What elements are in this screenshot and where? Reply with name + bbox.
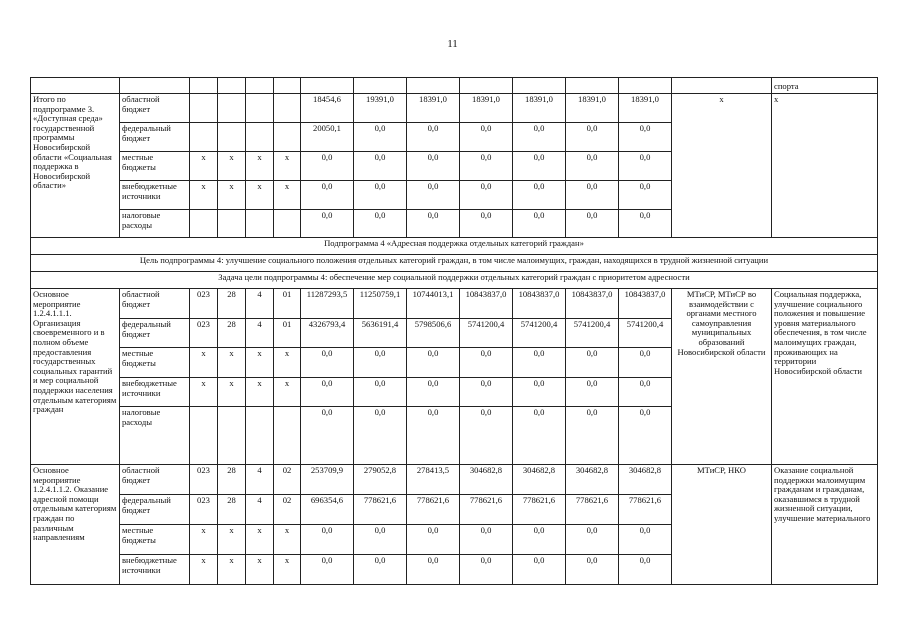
funding-source: федеральный бюджет [120,319,190,348]
funding-source: налоговые расходы [120,407,190,465]
amount-value: 0,0 [566,123,619,152]
budget-code [246,94,274,123]
budget-code: x [190,555,218,585]
budget-code: x [190,181,218,210]
budget-code: 02 [274,465,301,495]
subprogram3-total-row [31,94,878,123]
amount-value: 0,0 [619,407,672,465]
amount-value: 0,0 [619,555,672,585]
subprogram3-total-label: Итого по подпрограмме 3. «Доступная среда» государственной программы Новосибирской области «Социальная поддержка в Новосибирской области» [31,94,120,238]
budget-code: x [190,378,218,407]
budget-code [218,123,246,152]
amount-value: 778621,6 [460,495,513,525]
budget-code: x [190,525,218,555]
budget-code: 023 [190,289,218,319]
measure2-result: Оказание социальной поддержки малоимущим гражданам и гражданам, оказавшимся в трудной жизненной ситуации, улучшение материального [772,465,878,585]
amount-value: 20050,1 [301,123,354,152]
amount-value: 0,0 [354,407,407,465]
top-continuation-row [31,78,878,94]
budget-code: 28 [218,495,246,525]
budget-code: 023 [190,495,218,525]
amount-value: 304682,8 [513,465,566,495]
budget-code: x [274,181,301,210]
amount-value: 0,0 [354,348,407,378]
amount-value: 0,0 [513,555,566,585]
measure1-label: Основное мероприятие 1.2.4.1.1.1. Организация своевременного и в полном объеме предоставления государственных социальных гарантий и мер социальной поддержки населения отдельным категориям граждан [31,289,120,465]
amount-value: 10843837,0 [460,289,513,319]
amount-value: 0,0 [460,555,513,585]
amount-value: 778621,6 [513,495,566,525]
amount-value: 5798506,6 [407,319,460,348]
amount-value: 5741200,4 [619,319,672,348]
amount-value: 0,0 [407,210,460,238]
budget-code: 4 [246,495,274,525]
measure2-label: Основное мероприятие 1.2.4.1.1.2. Оказание адресной помощи отдельным категориям граждан по различным направлениям [31,465,120,585]
budget-code [218,407,246,465]
budget-code: 023 [190,465,218,495]
amount-value: 18391,0 [460,94,513,123]
budget-code: 4 [246,319,274,348]
amount-value: 0,0 [301,525,354,555]
amount-value: 253709,9 [301,465,354,495]
amount-value: 10843837,0 [619,289,672,319]
amount-value: 0,0 [566,348,619,378]
amount-value: 0,0 [460,348,513,378]
amount-value: 5741200,4 [566,319,619,348]
budget-code: 02 [274,495,301,525]
amount-value: 0,0 [407,525,460,555]
funding-source: федеральный бюджет [120,495,190,525]
amount-value: 0,0 [619,181,672,210]
budget-code: x [218,152,246,181]
measure1-result: Социальная поддержка, улучшение социального положения и повышение уровня материального обеспечения, в том числе малоимущих граждан, проживающих на территории Новосибирской области [772,289,878,465]
amount-value: 304682,8 [619,465,672,495]
amount-value: 0,0 [566,378,619,407]
budget-code [246,407,274,465]
subprogram4-task: Задача цели подпрограммы 4: обеспечение мер социальной поддержки отдельных категорий граждан с приоритетом адресности [31,272,878,289]
amount-value: 5741200,4 [460,319,513,348]
amount-value: 0,0 [566,407,619,465]
amount-value: 0,0 [566,555,619,585]
amount-value: 304682,8 [566,465,619,495]
budget-code: x [274,378,301,407]
budget-code: x [246,378,274,407]
amount-value: 304682,8 [460,465,513,495]
page-number: 11 [447,38,458,50]
budget-code [190,123,218,152]
amount-value: 18454,6 [301,94,354,123]
amount-value: 5741200,4 [513,319,566,348]
measure1-executor: МТиСР, МТиСР во взаимодействии с органами местного самоуправления муниципальных образований Новосибирской области [672,289,772,465]
amount-value: 0,0 [407,555,460,585]
amount-value: 18391,0 [513,94,566,123]
amount-value: 0,0 [513,407,566,465]
amount-value: 0,0 [566,525,619,555]
budget-code: x [218,555,246,585]
amount-value: 0,0 [513,525,566,555]
amount-value: 0,0 [566,210,619,238]
budget-code: x [274,152,301,181]
funding-source: внебюджетные источники [120,555,190,585]
amount-value: 778621,6 [354,495,407,525]
amount-value: 10843837,0 [513,289,566,319]
budget-code: x [274,555,301,585]
program-finance-table [30,77,878,585]
amount-value: 0,0 [566,152,619,181]
measure2-row [31,465,878,495]
subprogram4-task-row [31,272,878,289]
budget-code: 01 [274,319,301,348]
amount-value: 696354,6 [301,495,354,525]
amount-value: 0,0 [354,378,407,407]
funding-source: федеральный бюджет [120,123,190,152]
funding-source: налоговые расходы [120,210,190,238]
amount-value: 0,0 [354,123,407,152]
budget-code: x [274,525,301,555]
amount-value: 0,0 [407,378,460,407]
budget-code: x [218,525,246,555]
subprogram3-total-result: x [772,94,878,238]
budget-code: 4 [246,289,274,319]
amount-value: 11287293,5 [301,289,354,319]
budget-code [218,210,246,238]
amount-value: 0,0 [301,378,354,407]
budget-code: x [218,378,246,407]
budget-code [190,407,218,465]
amount-value: 778621,6 [566,495,619,525]
funding-source: внебюджетные источники [120,181,190,210]
amount-value: 0,0 [301,555,354,585]
budget-code: x [246,525,274,555]
funding-source: внебюджетные источники [120,378,190,407]
amount-value: 0,0 [513,210,566,238]
funding-source: местные бюджеты [120,525,190,555]
amount-value: 278413,5 [407,465,460,495]
amount-value: 18391,0 [619,94,672,123]
budget-code: 28 [218,465,246,495]
amount-value: 778621,6 [407,495,460,525]
amount-value: 0,0 [460,378,513,407]
amount-value: 0,0 [407,407,460,465]
amount-value: 0,0 [619,152,672,181]
subprogram4-title: Подпрограмма 4 «Адресная поддержка отдельных категорий граждан» [31,238,878,255]
budget-code: x [274,348,301,378]
amount-value: 0,0 [301,407,354,465]
amount-value: 0,0 [513,378,566,407]
amount-value: 0,0 [460,210,513,238]
subprogram3-total-executor: x [672,94,772,238]
subprogram4-goal-row [31,255,878,272]
amount-value: 0,0 [407,181,460,210]
amount-value: 0,0 [460,181,513,210]
amount-value: 0,0 [301,152,354,181]
budget-code [190,94,218,123]
budget-code: x [246,152,274,181]
budget-code: x [218,348,246,378]
amount-value: 0,0 [354,210,407,238]
result-cell: спорта [772,78,878,94]
budget-code: 28 [218,319,246,348]
amount-value: 18391,0 [566,94,619,123]
amount-value: 0,0 [354,555,407,585]
amount-value: 11250759,1 [354,289,407,319]
budget-code: x [246,181,274,210]
amount-value: 0,0 [513,152,566,181]
amount-value: 279052,8 [354,465,407,495]
amount-value: 10744013,1 [407,289,460,319]
amount-value: 0,0 [301,348,354,378]
amount-value: 0,0 [513,348,566,378]
budget-code: x [246,348,274,378]
amount-value: 0,0 [407,123,460,152]
budget-code: x [246,555,274,585]
budget-code: x [218,181,246,210]
amount-value: 0,0 [301,181,354,210]
budget-code: 023 [190,319,218,348]
budget-code [274,123,301,152]
subprogram4-goal: Цель подпрограммы 4: улучшение социального положения отдельных категорий граждан, в том числе малоимущих, граждан, находящихся в трудной жизненной ситуации [31,255,878,272]
budget-code [190,210,218,238]
subprogram4-title-row [31,238,878,255]
amount-value: 0,0 [460,407,513,465]
amount-value: 5636191,4 [354,319,407,348]
budget-code [246,210,274,238]
amount-value: 0,0 [513,123,566,152]
amount-value: 0,0 [619,378,672,407]
budget-code: x [190,152,218,181]
amount-value: 0,0 [566,181,619,210]
amount-value: 0,0 [407,152,460,181]
amount-value: 0,0 [407,348,460,378]
budget-code [274,94,301,123]
amount-value: 18391,0 [407,94,460,123]
amount-value: 0,0 [460,152,513,181]
funding-source: областной бюджет [120,289,190,319]
amount-value: 0,0 [301,210,354,238]
budget-code: 4 [246,465,274,495]
budget-code: 28 [218,289,246,319]
amount-value: 10843837,0 [566,289,619,319]
funding-source: местные бюджеты [120,152,190,181]
budget-code [274,210,301,238]
amount-value: 0,0 [513,181,566,210]
budget-code [218,94,246,123]
funding-source: областной бюджет [120,465,190,495]
budget-code: x [190,348,218,378]
amount-value: 19391,0 [354,94,407,123]
amount-value: 0,0 [619,123,672,152]
amount-value: 0,0 [354,181,407,210]
measure2-executor: МТиСР, НКО [672,465,772,585]
budget-code [246,123,274,152]
budget-code [274,407,301,465]
budget-code: 01 [274,289,301,319]
amount-value: 0,0 [460,123,513,152]
amount-value: 0,0 [460,525,513,555]
amount-value: 0,0 [354,525,407,555]
amount-value: 778621,6 [619,495,672,525]
amount-value: 0,0 [354,152,407,181]
amount-value: 4326793,4 [301,319,354,348]
amount-value: 0,0 [619,525,672,555]
measure1-row [31,289,878,319]
amount-value: 0,0 [619,348,672,378]
funding-source: областной бюджет [120,94,190,123]
funding-source: местные бюджеты [120,348,190,378]
amount-value: 0,0 [619,210,672,238]
